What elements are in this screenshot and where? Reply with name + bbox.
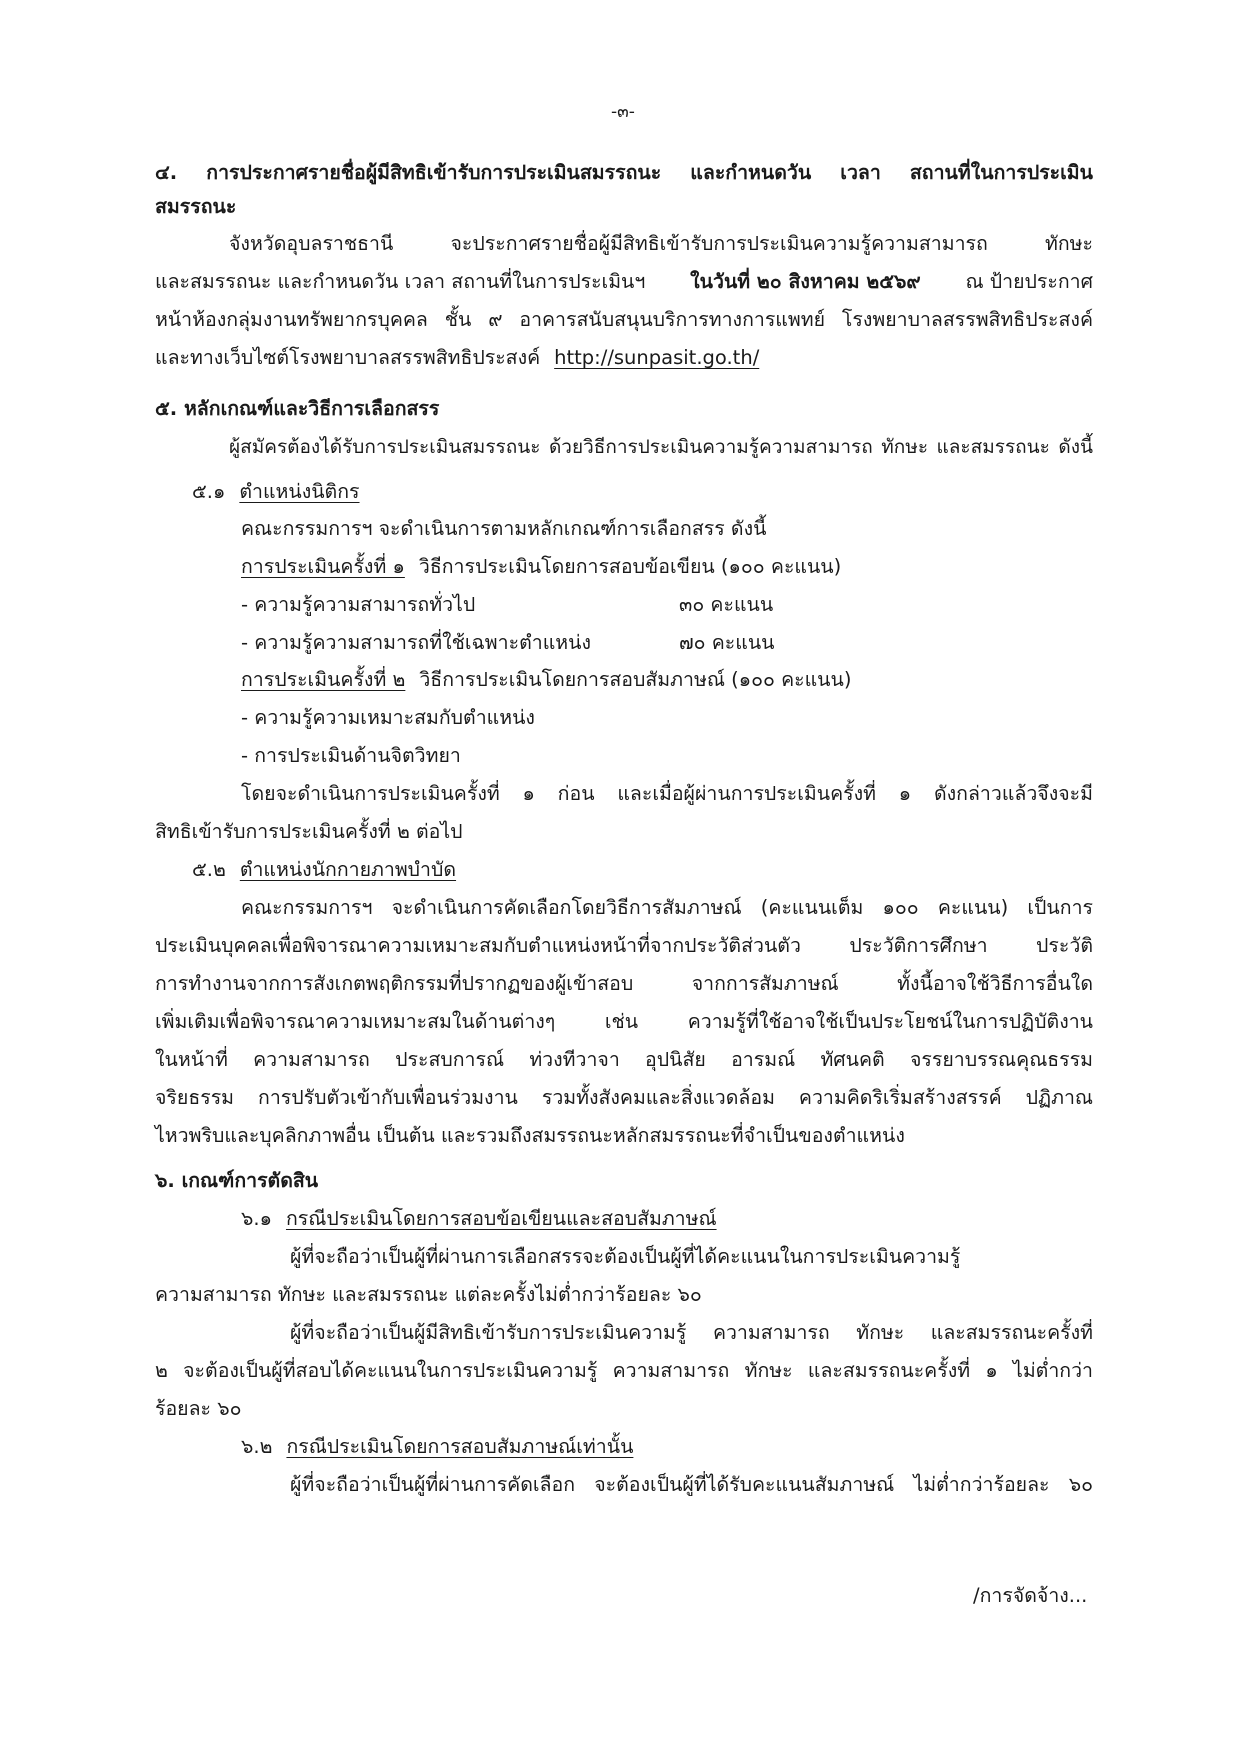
section-4-paragraph-line: [155, 343, 759, 373]
score-value: ๓๐ คะแนน: [679, 593, 774, 616]
paragraph-line: ไหวพริบและบุคลิกภาพอื่น เป็นต้น และรวมถึงสมรรถนะหลักสมรรถนะที่จำเป็นของตำแหน่ง: [155, 1124, 905, 1147]
section-5-heading: ๕. หลักเกณฑ์และวิธีการเลือกสรร: [155, 397, 440, 420]
subsection-title: กรณีประเมินโดยการสอบข้อเขียนและสอบสัมภาษณ์: [285, 1207, 717, 1230]
score-item: - ความรู้ความสามารถที่ใช้เฉพาะตำแหน่ง: [241, 631, 591, 654]
paragraph-line: ความสามารถ ทักษะ และสมรรถนะ แต่ละครั้งไม่ต่ำกว่าร้อยละ ๖๐: [155, 1283, 702, 1306]
list-item: - ความรู้ความเหมาะสมกับตำแหน่ง: [241, 706, 535, 729]
subsection-title: กรณีประเมินโดยการสอบสัมภาษณ์เท่านั้น: [286, 1435, 634, 1458]
round-2-label: การประเมินครั้งที่ ๒: [241, 668, 406, 691]
subsection-5-1-heading: [192, 477, 360, 507]
round-1-description: วิธีการประเมินโดยการสอบข้อเขียน (๑๐๐ คะแนน): [418, 555, 842, 578]
subsection-title: ตำแหน่งนิติกร: [239, 480, 360, 503]
criteria-intro: คณะกรรมการฯ จะดำเนินการตามหลักเกณฑ์การเลือกสรร ดังนี้: [241, 517, 767, 540]
subsection-number: ๖.๑: [241, 1207, 272, 1230]
subsection-number: ๖.๒: [241, 1435, 273, 1458]
paragraph-line: จริยธรรม การปรับตัวเข้ากับเพื่อนร่วมงาน รวมทั้งสังคมและสิ่งแวดล้อม ความคิดริเริ่มสร้างสรรค์ ปฏิภาณ: [155, 1086, 1093, 1109]
announce-place: ณ ป้ายประกาศ: [965, 270, 1093, 293]
paragraph-line: คณะกรรมการฯ จะดำเนินการคัดเลือกโดยวิธีการสัมภาษณ์ (คะแนนเต็ม ๑๐๐ คะแนน) เป็นการ: [241, 896, 1093, 919]
subsection-5-2-heading: [192, 855, 456, 885]
page-number: -๓-: [611, 102, 635, 122]
paragraph-line: การทำงานจากการสังเกตพฤติกรรมที่ปรากฏของผู้เข้าสอบ จากการสัมภาษณ์ ทั้งนี้อาจใช้วิธีการอื่นใด: [155, 972, 1093, 995]
website-link[interactable]: http://sunpasit.go.th/: [554, 346, 760, 369]
section-4-heading-line-1: ๔. การประกาศรายชื่อผู้มีสิทธิเข้ารับการประเมินสมรรถนะ และกำหนดวัน เวลา สถานที่ในการประเมิน: [155, 161, 1093, 184]
paragraph-line: เพิ่มเติมเพื่อพิจารณาความเหมาะสมในด้านต่างๆ เช่น ความรู้ที่ใช้อาจใช้เป็นประโยชน์ในการปฏิบัติงาน: [155, 1010, 1093, 1033]
round-1-line: [241, 552, 841, 582]
website-text: และทางเว็บไซต์โรงพยาบาลสรรพสิทธิประสงค์: [155, 346, 541, 369]
paragraph-line: ในหน้าที่ ความสามารถ ประสบการณ์ ท่วงทีวาจา อุปนิสัย อารมณ์ ทัศนคติ จรรยาบรรณคุณธรรม: [155, 1048, 1093, 1071]
section-4-paragraph-line: หน้าห้องกลุ่มงานทรัพยากรบุคคล ชั้น ๙ อาคารสนับสนุนบริการทางการแพทย์ โรงพยาบาลสรรพสิทธิประสงค์: [155, 308, 1093, 331]
section-4-paragraph-line: [155, 267, 1093, 297]
section-4-paragraph-line: จังหวัดอุบลราชธานี จะประกาศรายชื่อผู้มีสิทธิเข้ารับการประเมินความรู้ความสามารถ ทักษะ: [229, 232, 1093, 255]
section-4-heading-line-2: สมรรถนะ: [155, 195, 237, 218]
paragraph-line: ผู้ที่จะถือว่าเป็นผู้ที่ผ่านการเลือกสรรจะต้องเป็นผู้ที่ได้คะแนนในการประเมินความรู้: [290, 1245, 961, 1268]
paragraph-line: ผู้ที่จะถือว่าเป็นผู้มีสิทธิเข้ารับการประเมินความรู้ ความสามารถ ทักษะ และสมรรถนะครั้งที่: [290, 1321, 1093, 1344]
paragraph-line: ร้อยละ ๖๐: [155, 1397, 242, 1420]
procedure-line: สิทธิเข้ารับการประเมินครั้งที่ ๒ ต่อไป: [155, 820, 463, 843]
round-2-line: [241, 665, 851, 695]
procedure-line: โดยจะดำเนินการประเมินครั้งที่ ๑ ก่อน และเมื่อผู้ผ่านการประเมินครั้งที่ ๑ ดังกล่าวแล้วจึงจะมี: [241, 782, 1093, 805]
round-1-label: การประเมินครั้งที่ ๑: [241, 555, 405, 578]
score-value: ๗๐ คะแนน: [679, 631, 775, 654]
announce-date: ในวันที่ ๒๐ สิงหาคม ๒๕๖๙: [690, 270, 921, 293]
paragraph-line: ประเมินบุคคลเพื่อพิจารณาความเหมาะสมกับตำแหน่งหน้าที่จากประวัติส่วนตัว ประวัติการศึกษา ประวัติ: [155, 934, 1093, 957]
score-item: - ความรู้ความสามารถทั่วไป: [241, 593, 476, 616]
subsection-number: ๕.๑: [192, 480, 226, 503]
section-5-intro: ผู้สมัครต้องได้รับการประเมินสมรรถนะ ด้วยวิธีการประเมินความรู้ความสามารถ ทักษะ และสมรรถนะ ดังนี้: [229, 436, 1093, 458]
subsection-number: ๕.๒: [192, 858, 226, 881]
paragraph-line: ผู้ที่จะถือว่าเป็นผู้ที่ผ่านการคัดเลือก จะต้องเป็นผู้ที่ได้รับคะแนนสัมภาษณ์ ไม่ต่ำกว่าร้อยละ ๖๐: [290, 1473, 1093, 1496]
subsection-6-1-heading: [241, 1204, 717, 1234]
subsection-6-2-heading: [241, 1432, 633, 1462]
section-6-heading: ๖. เกณฑ์การตัดสิน: [155, 1169, 319, 1192]
paragraph-line: ๒ จะต้องเป็นผู้ที่สอบได้คะแนนในการประเมินความรู้ ความสามารถ ทักษะ และสมรรถนะครั้งที่ ๑ ไม่ต่ำกว่า: [155, 1359, 1093, 1382]
list-item: - การประเมินด้านจิตวิทยา: [241, 744, 461, 767]
round-2-description: วิธีการประเมินโดยการสอบสัมภาษณ์ (๑๐๐ คะแนน): [419, 668, 852, 691]
announce-text: และสมรรถนะ และกำหนดวัน เวลา สถานที่ในการประเมินฯ: [155, 270, 646, 293]
subsection-title: ตำแหน่งนักกายภาพบำบัด: [239, 858, 457, 881]
continuation-marker: /การจัดจ้าง...: [973, 1584, 1088, 1607]
